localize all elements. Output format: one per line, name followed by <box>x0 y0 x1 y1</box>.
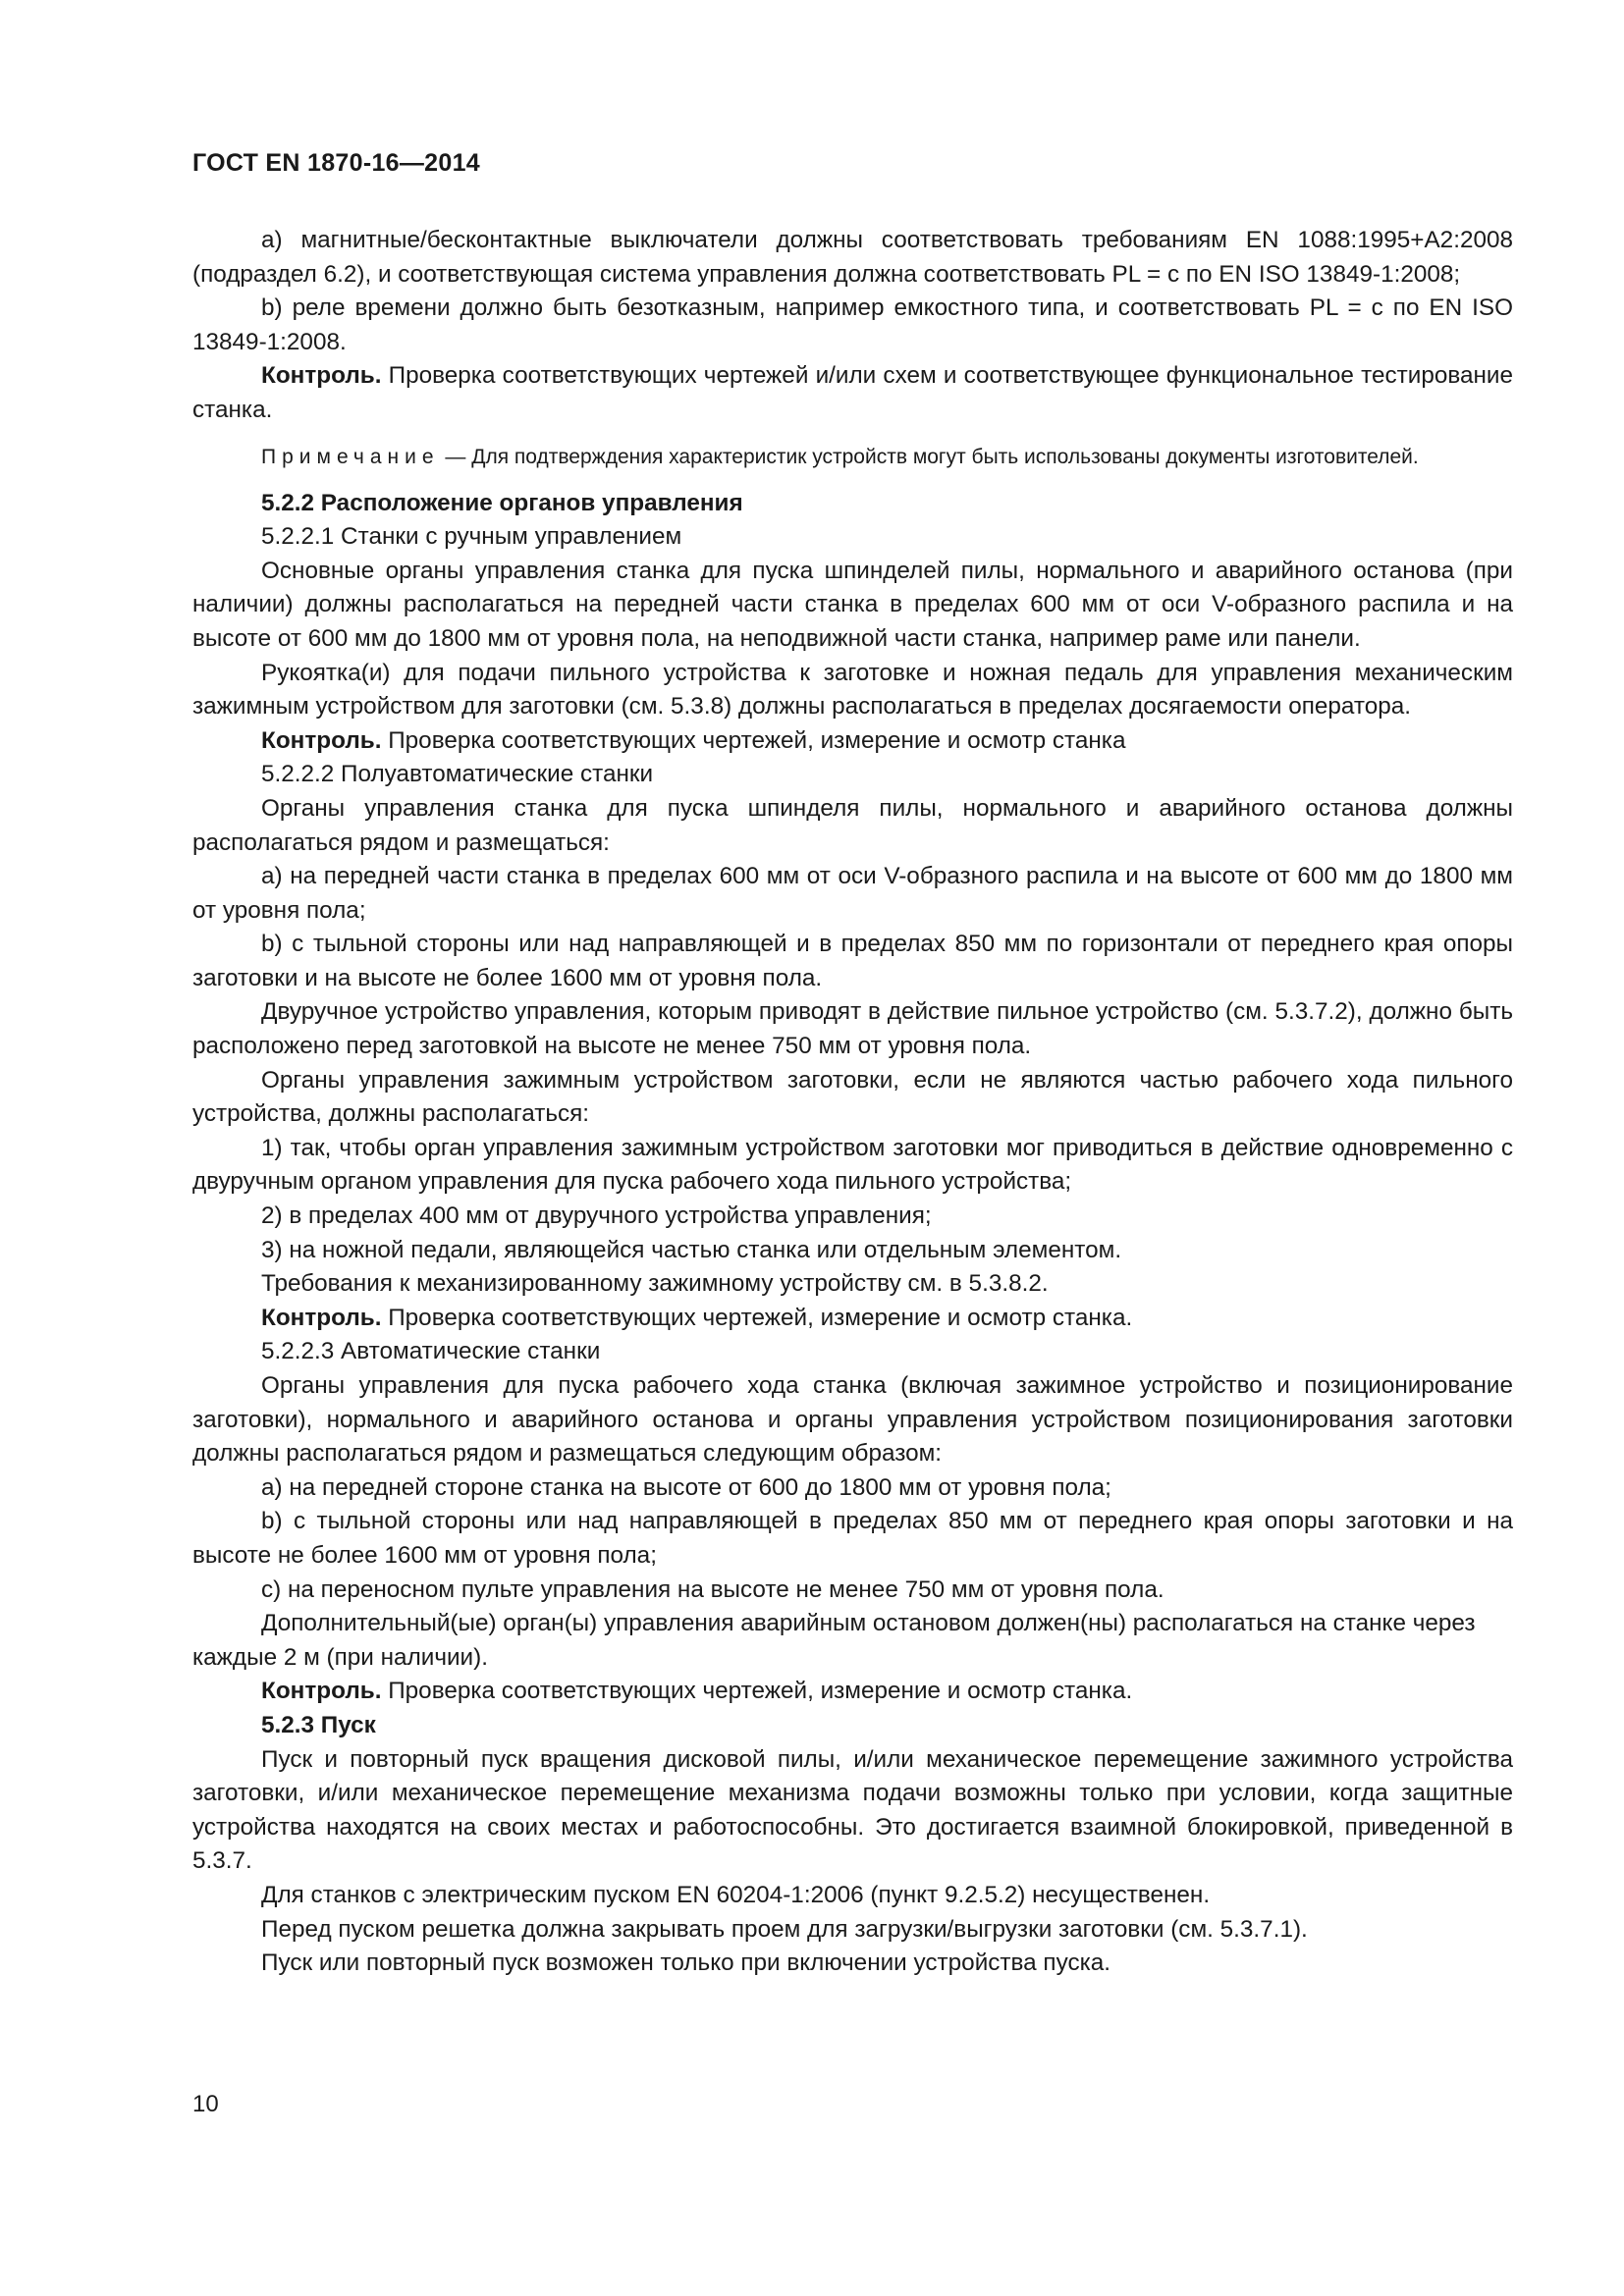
note-paragraph <box>192 442 1513 473</box>
section-heading <box>192 487 1513 521</box>
paragraph: Дополнительный(ые) орган(ы) управления аварийным остановом должен(ны) располагаться на станке через каждые 2 м (при наличии). <box>192 1610 1476 1671</box>
paragraph: Требования к механизированному зажимному устройству см. в 5.3.8.2. <box>261 1270 1049 1298</box>
note-label: Примечание <box>261 445 440 468</box>
list-item: 3) на ножной педали, являющейся частью станка или отдельным элементом. <box>261 1236 1122 1263</box>
control-text: Проверка соответствующих чертежей, измерение и осмотр станка. <box>381 1678 1133 1705</box>
subsection-heading: 5.2.2.1 Станки с ручным управлением <box>261 523 682 551</box>
subsection-heading: 5.2.2.3 Автоматические станки <box>261 1338 601 1365</box>
list-item: 1) так, чтобы орган управления зажимным устройством заготовки мог приводиться в действие одновременно с двуручным органом управления для пуска рабочего хода пильного устройства; <box>192 1134 1513 1196</box>
subsection-heading: 5.2.2.2 Полуавтоматические станки <box>261 761 654 788</box>
control-paragraph <box>192 724 1513 759</box>
list-item: b) с тыльной стороны или над направляющей в пределах 850 мм от переднего края опоры заготовки и на высоте не более 1600 мм от уровня пола; <box>192 1508 1513 1569</box>
control-paragraph <box>192 1675 1513 1709</box>
paragraph: Органы управления зажимным устройством заготовки, если не являются частью рабочего хода пильного устройства, должны располагаться: <box>192 1066 1513 1128</box>
document-body <box>192 224 1513 1981</box>
control-paragraph <box>192 1302 1513 1336</box>
paragraph: Основные органы управления станка для пуска шпинделей пилы, нормального и аварийного останова (при наличии) должны располагаться на передней части станка в пределах 600 мм от оси V-образного распила и на высоте от 600 мм до 1800 мм от уровня пола, на неподвижной части станка, например раме или панели. <box>192 557 1513 652</box>
list-item: b) с тыльной стороны или над направляющей и в пределах 850 мм по горизонтали от переднего края опоры заготовки и на высоте не более 1600 мм от уровня пола. <box>192 931 1513 991</box>
paragraph: Пуск или повторный пуск возможен только при включении устройства пуска. <box>261 1949 1111 1977</box>
control-label: Контроль. <box>261 726 382 754</box>
list-item: с) на переносном пульте управления на высоте не менее 750 мм от уровня пола. <box>261 1575 1164 1603</box>
paragraph: Перед пуском решетка должна закрывать проем для загрузки/выгрузки заготовки (см. 5.3.7.1). <box>261 1915 1308 1943</box>
paragraph: b) реле времени должно быть безотказным, например емкостного типа, и соответствовать PL = с по EN ISO 13849-1:2008. <box>192 294 1513 355</box>
section-heading <box>192 1709 1513 1743</box>
page-number: 10 <box>192 2091 219 2117</box>
paragraph: а) магнитные/бесконтактные выключатели должны соответствовать требованиям EN 1088:1995+A2:2008 (подраздел 6.2), и соответствующая система управления должна соответствовать PL = с по EN ISO 13849-1:2008; <box>192 227 1513 288</box>
control-label: Контроль. <box>261 1304 382 1331</box>
paragraph: Рукоятка(и) для подачи пильного устройства к заготовке и ножная педаль для управления механическим зажимным устройством для заготовки (см. 5.3.8) должны располагаться в пределах досягаемости оператора. <box>192 659 1513 721</box>
control-text: Проверка соответствующих чертежей, измерение и осмотр станка <box>381 726 1126 754</box>
section-title: 5.2.3 Пуск <box>261 1711 376 1738</box>
list-item: 2) в пределах 400 мм от двуручного устройства управления; <box>261 1202 932 1230</box>
control-paragraph <box>192 359 1513 427</box>
paragraph: Органы управления станка для пуска шпинделя пилы, нормального и аварийного останова должны располагаться рядом и размещаться: <box>192 794 1513 856</box>
document-code-header: ГОСТ EN 1870-16—2014 <box>192 149 480 177</box>
list-item: а) на передней стороне станка на высоте от 600 до 1800 мм от уровня пола; <box>261 1473 1111 1501</box>
control-text: Проверка соответствующих чертежей и/или схем и соответствующее функциональное тестирование станка. <box>192 362 1513 423</box>
paragraph: Пуск и повторный пуск вращения дисковой пилы, и/или механическое перемещение зажимного устройства заготовки, и/или механическое перемещение механизма подачи возможны только при условии, когда защитные устройства находятся на своих местах и работоспособны. Это достигается взаимной блокировкой, приведенной в 5.3.7. <box>192 1745 1513 1875</box>
section-title: 5.2.2 Расположение органов управления <box>261 489 743 516</box>
list-item: а) на передней части станка в пределах 600 мм от оси V-образного распила и на высоте от 600 мм до 1800 мм от уровня пола; <box>192 863 1513 924</box>
control-text: Проверка соответствующих чертежей, измерение и осмотр станка. <box>381 1304 1133 1331</box>
control-label: Контроль. <box>261 1678 382 1705</box>
paragraph: Органы управления для пуска рабочего хода станка (включая зажимное устройство и позиционирование заготовки), нормального и аварийного останова и органы управления устройством позиционирования заготовки должны располагаться рядом и размещаться следующим образом: <box>192 1372 1513 1468</box>
control-label: Контроль. <box>261 362 382 390</box>
paragraph: Для станков с электрическим пуском EN 60204-1:2006 (пункт 9.2.5.2) несущественен. <box>261 1881 1211 1908</box>
note-text: — Для подтверждения характеристик устройств могут быть использованы документы изготовителей. <box>439 445 1419 468</box>
paragraph: Двуручное устройство управления, которым приводят в действие пильное устройство (см. 5.3.7.2), должно быть расположено перед заготовкой на высоте не менее 750 мм от уровня пола. <box>192 998 1513 1060</box>
